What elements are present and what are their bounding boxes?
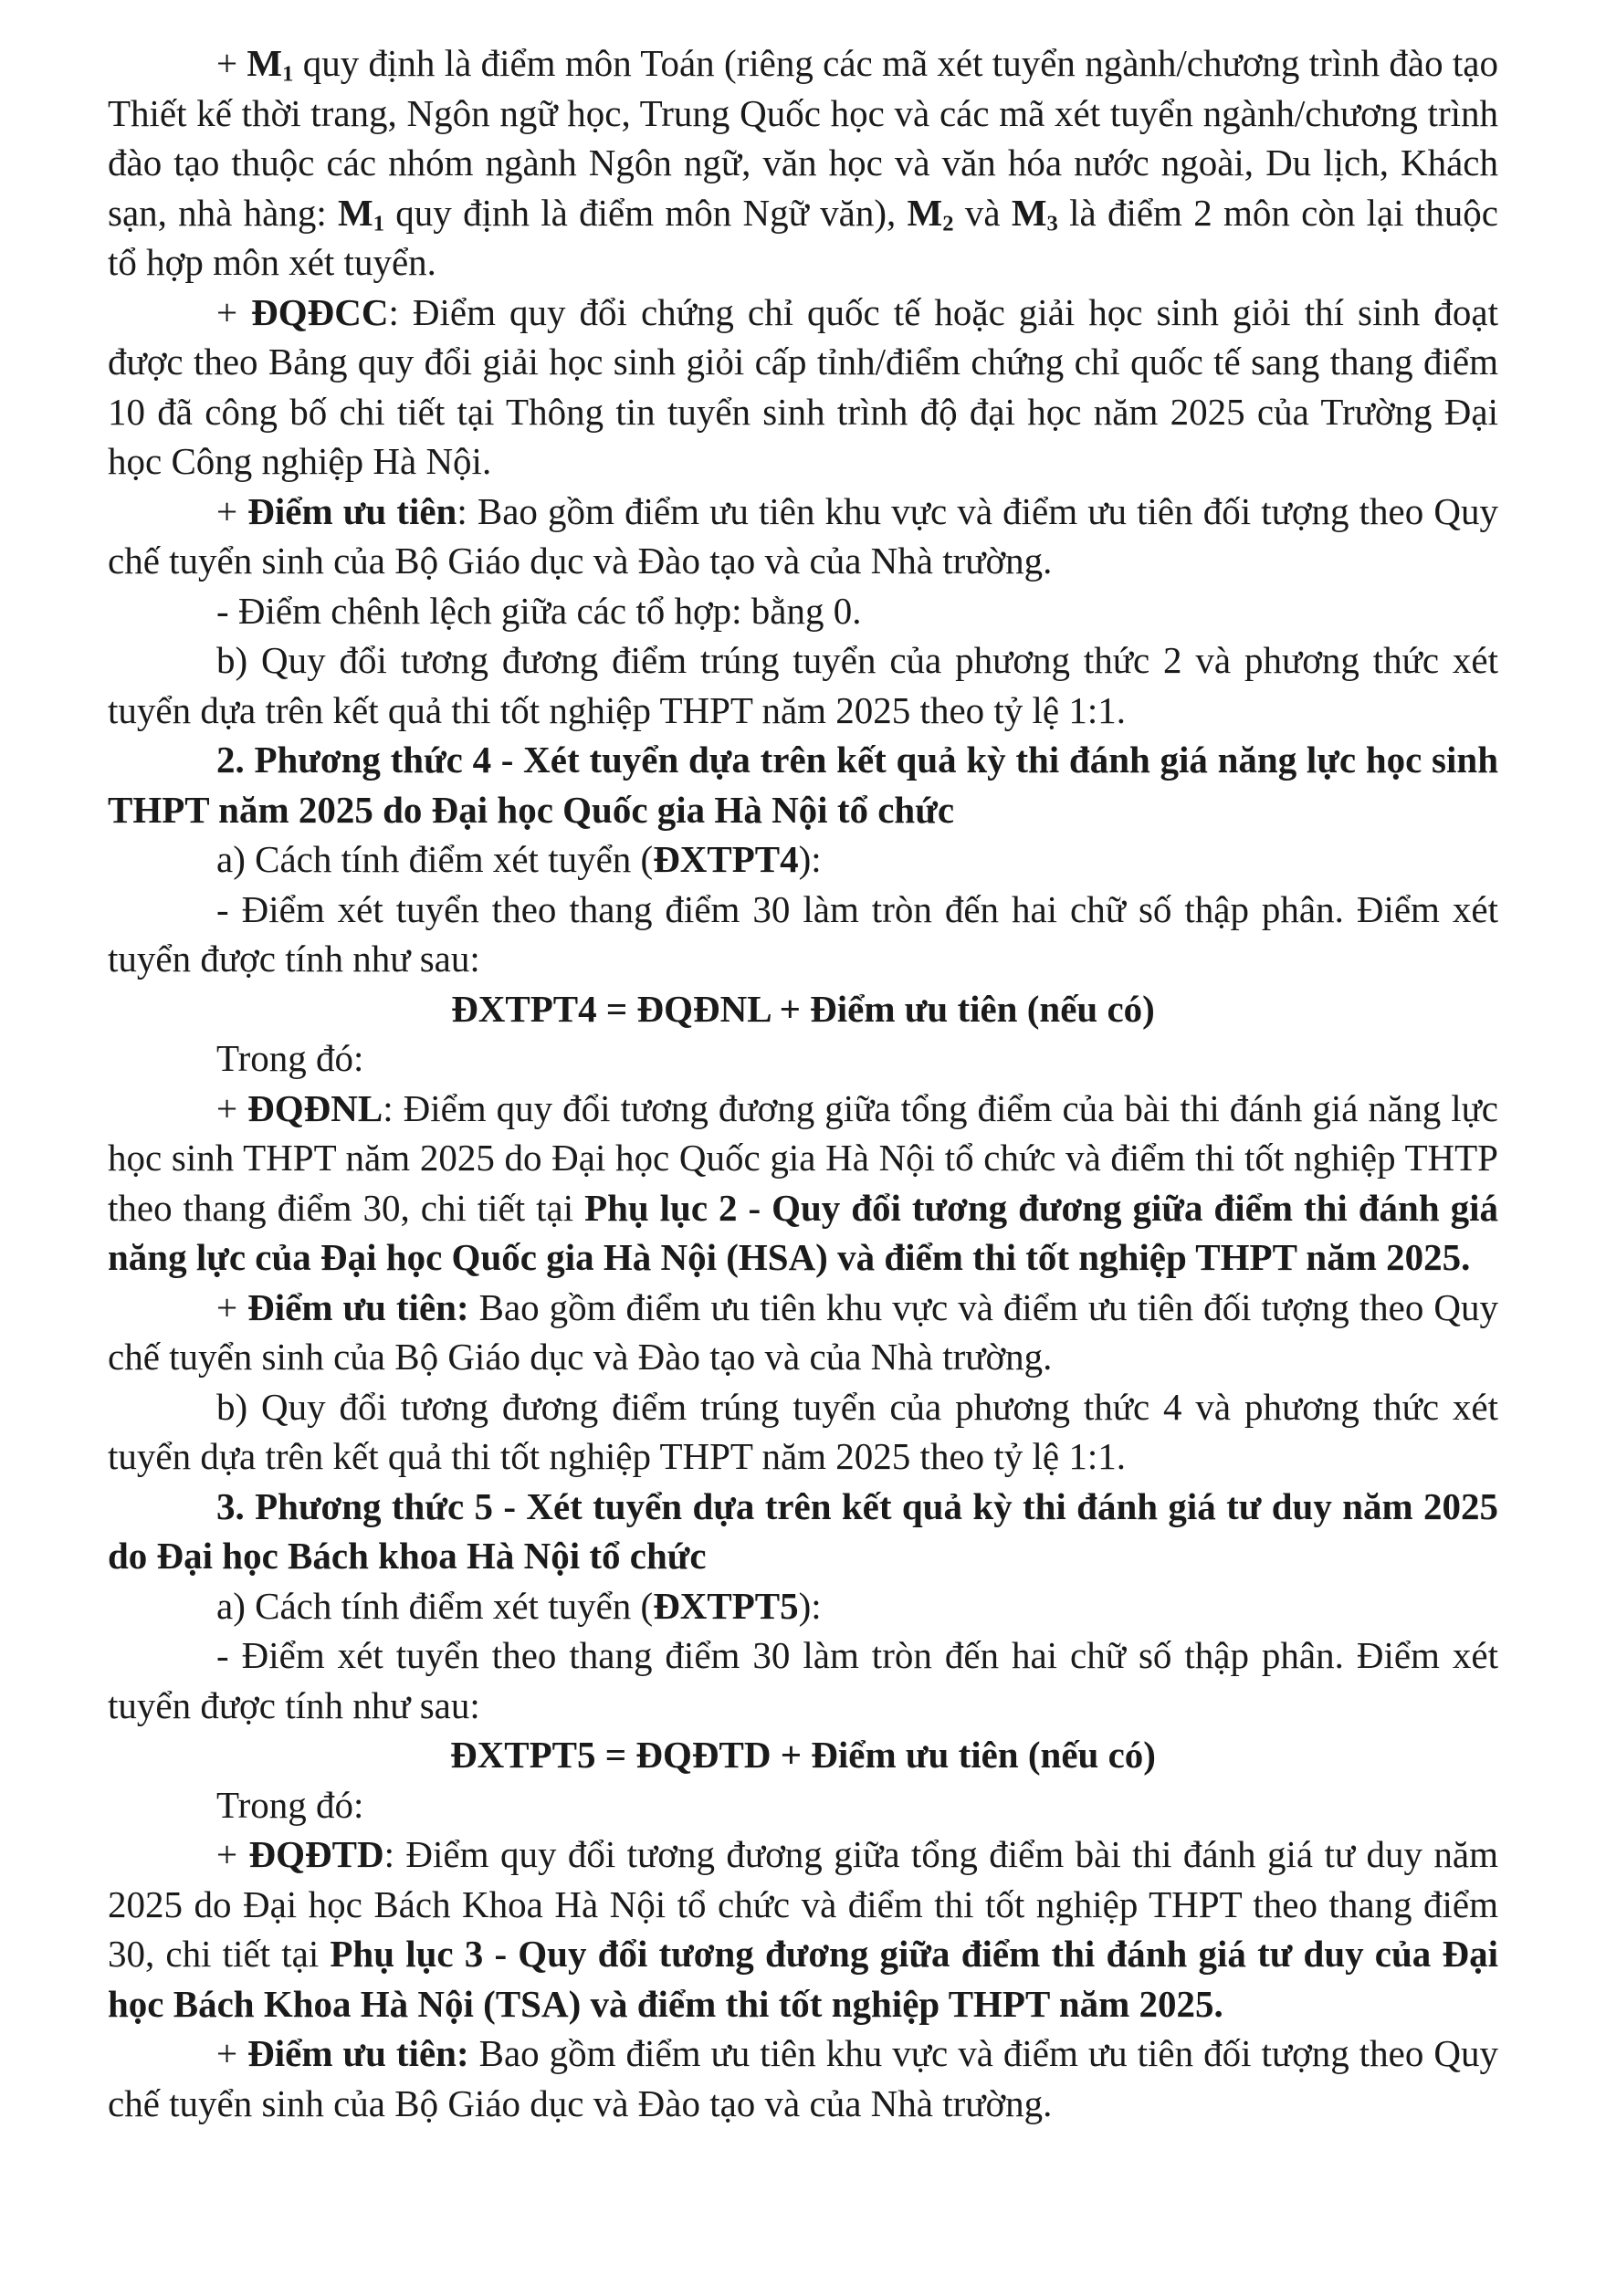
bold-text: M [338, 191, 373, 234]
text-run: - Điểm chênh lệch giữa các tổ hợp: bằng 0. [216, 589, 862, 632]
bold-text: Phụ lục 3 - Quy đổi tương đương giữa điểm thi đánh giá tư duy của Đại học Bách Khoa Hà Nội (TSA) và điểm thi tốt nghiệp THPT năm 2025. [108, 1933, 1498, 2025]
bold-text: ĐQĐCC [251, 290, 389, 333]
text-run: + [216, 1285, 248, 1328]
text-run: + [216, 1086, 248, 1129]
bold-text: ĐXTPT4 [653, 838, 799, 880]
text-run: ): [798, 1584, 822, 1627]
bold-text: ĐXTPT4 = ĐQĐNL + Điểm ưu tiên (nếu có) [451, 987, 1155, 1030]
text-run: b) Quy đổi tương đương điểm trúng tuyển của phương thức 2 và phương thức xét tuyển dựa trên kết quả thi tốt nghiệp THPT năm 2025 theo tỷ lệ 1:1. [108, 639, 1498, 731]
text-run: : Điểm quy đổi tương đương giữa tổng điểm của bài thi đánh giá năng lực học sinh THPT năm 2025 do Đại học Quốc gia Hà Nội tổ chức và điểm thi tốt nghiệp THTP theo thang điểm 30, chi tiết tại [108, 1086, 1498, 1229]
bold-text: M [1011, 191, 1047, 234]
text-run: quy định là điểm môn Toán (riêng các mã xét tuyển ngành/chương trình đào tạo Thiết kế thời trang, Ngôn ngữ học, Trung Quốc học và các mã xét tuyển ngành/chương trình đào tạo thuộc các nhóm ngành Ngôn ngữ, văn học và văn hóa nước ngoài, Du lịch, Khách sạn, nhà hàng: [108, 42, 1498, 234]
body-paragraph [108, 1033, 1498, 1084]
body-paragraph [108, 1630, 1498, 1730]
text-run: + [216, 290, 252, 333]
text-run: và [953, 191, 1012, 234]
text-run: là điểm 2 môn còn lại thuộc tổ hợp môn xét tuyển. [108, 191, 1498, 283]
bold-text: 3. Phương thức 5 - Xét tuyển dựa trên kết quả kỳ thi đánh giá tư duy năm 2025 do Đại học Bách khoa Hà Nội tổ chức [108, 1484, 1498, 1577]
bold-text: ĐXTPT5 = ĐQĐTD + Điểm ưu tiên (nếu có) [450, 1734, 1156, 1776]
text-run: Bao gồm điểm ưu tiên khu vực và điểm ưu tiên đối tượng theo Quy chế tuyển sinh của Bộ Giáo dục và Đào tạo và của Nhà trường. [108, 2032, 1498, 2124]
text-run: Trong đó: [216, 1037, 364, 1079]
formula-line [108, 984, 1498, 1034]
text-run: Trong đó: [216, 1783, 364, 1826]
text-run: a) Cách tính điểm xét tuyển ( [216, 838, 654, 880]
section-heading [108, 735, 1498, 834]
bold-text: ĐQĐNL [247, 1086, 383, 1129]
bold-text: ĐQĐTD [248, 1833, 384, 1875]
text-run: ): [798, 838, 822, 880]
subscript-text: 1 [282, 61, 294, 87]
document-body [108, 38, 1498, 2128]
body-paragraph [108, 1382, 1498, 1482]
body-paragraph [108, 2029, 1498, 2128]
subscript-text: 2 [942, 210, 954, 236]
body-paragraph [108, 288, 1498, 487]
body-paragraph [108, 1283, 1498, 1382]
body-paragraph [108, 635, 1498, 735]
text-run: + [216, 489, 248, 532]
text-run: + [216, 2032, 248, 2074]
body-paragraph [108, 1829, 1498, 2029]
body-paragraph [108, 1780, 1498, 1830]
bold-text: Phụ lục 2 - Quy đổi tương đương giữa điểm thi đánh giá năng lực của Đại học Quốc gia Hà Nội (HSA) và điểm thi tốt nghiệp THPT năm 2025. [108, 1186, 1498, 1278]
body-paragraph [108, 1084, 1498, 1283]
bold-text: M [247, 42, 283, 84]
section-heading [108, 1482, 1498, 1581]
formula-line [108, 1730, 1498, 1780]
body-paragraph [108, 834, 1498, 885]
text-run: Bao gồm điểm ưu tiên khu vực và điểm ưu tiên đối tượng theo Quy chế tuyển sinh của Bộ Giáo dục và Đào tạo và của Nhà trường. [108, 1285, 1498, 1378]
body-paragraph [108, 38, 1498, 288]
body-paragraph [108, 586, 1498, 636]
text-run: - Điểm xét tuyển theo thang điểm 30 làm tròn đến hai chữ số thập phân. Điểm xét tuyển được tính như sau: [108, 887, 1498, 980]
bold-text: ĐXTPT5 [653, 1584, 799, 1627]
body-paragraph [108, 487, 1498, 586]
text-run: b) Quy đổi tương đương điểm trúng tuyển của phương thức 4 và phương thức xét tuyển dựa trên kết quả thi tốt nghiệp THPT năm 2025 theo tỷ lệ 1:1. [108, 1385, 1498, 1477]
text-run: a) Cách tính điểm xét tuyển ( [216, 1584, 654, 1627]
body-paragraph [108, 1581, 1498, 1631]
subscript-text: 1 [373, 210, 385, 236]
body-paragraph [108, 885, 1498, 984]
bold-text: M [907, 191, 943, 234]
text-run: - Điểm xét tuyển theo thang điểm 30 làm tròn đến hai chữ số thập phân. Điểm xét tuyển được tính như sau: [108, 1634, 1498, 1726]
text-run: : Bao gồm điểm ưu tiên khu vực và điểm ưu tiên đối tượng theo Quy chế tuyển sinh của Bộ Giáo dục và Đào tạo và của Nhà trường. [108, 489, 1498, 582]
text-run: quy định là điểm môn Ngữ văn), [384, 191, 908, 234]
text-run: + [216, 42, 247, 84]
text-run: + [216, 1833, 249, 1875]
bold-text: Điểm ưu tiên [247, 489, 457, 532]
subscript-text: 3 [1046, 210, 1058, 236]
bold-text: 2. Phương thức 4 - Xét tuyển dựa trên kết quả kỳ thi đánh giá năng lực học sinh THPT năm 2025 do Đại học Quốc gia Hà Nội tổ chức [108, 739, 1498, 831]
text-run: : Điểm quy đổi chứng chỉ quốc tế hoặc giải học sinh giỏi thí sinh đoạt được theo Bảng quy đổi giải học sinh giỏi cấp tỉnh/điểm chứng chỉ quốc tế sang thang điểm 10 đã công bố chi tiết tại Thông tin tuyển sinh trình độ đại học năm 2025 của Trường Đại học Công nghiệp Hà Nội. [108, 290, 1498, 482]
bold-text: Điểm ưu tiên: [247, 2032, 469, 2074]
text-run: : Điểm quy đổi tương đương giữa tổng điểm bài thi đánh giá tư duy năm 2025 do Đại học Bách Khoa Hà Nội tổ chức và điểm thi tốt nghiệp THPT theo thang điểm 30, chi tiết tại [108, 1833, 1499, 1975]
bold-text: Điểm ưu tiên: [247, 1285, 469, 1328]
